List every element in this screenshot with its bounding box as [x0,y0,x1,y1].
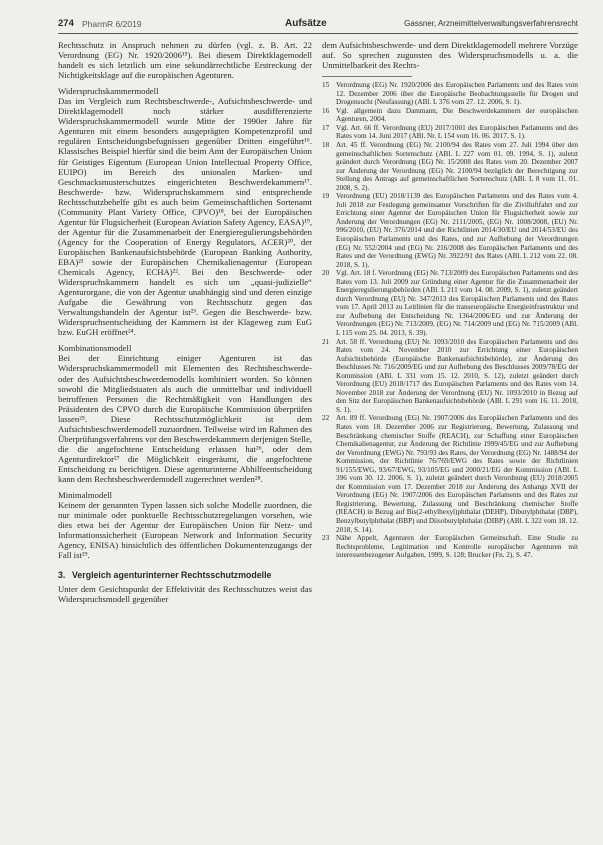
footnote-text: Vgl. Art. 66 ff. Verordnung (EU) 2017/1001 des Europäischen Parlaments und des Rates vom 14. Juni 2017 (ABl. Nr. L 154 vom 16. 06. 2017, S. 1). [336,123,578,141]
subheading: Widerspruchskammermodell [58,86,159,97]
footnote [322,192,578,269]
footnote-number: 15 [322,81,330,90]
footnote-number: 19 [322,192,330,201]
footnote [322,338,578,415]
paragraph: Unter dem Gesichtspunkt der Effektivität des Rechtsschutzes weist das Widerspruchsmodell gegenüber [58,584,312,605]
footnote [322,414,578,534]
paragraph: dem Aufsichtsbeschwerde- und dem Direktklagemodell mehrere Vorzüge auf. So sprechen zugunsten des Widerspruchsmodells u. a. die Unmittelbarkeit des Rechts- [322,40,578,71]
footnote [322,269,578,337]
footnote-number: 18 [322,140,330,149]
footnote [322,81,578,107]
page-number: 274 [58,18,74,29]
right-column [322,40,578,560]
footnote [322,124,578,141]
section-label: Aufsätze [285,18,327,29]
footnote-number: 16 [322,106,330,115]
paragraph: Das im Vergleich zum Rechtsbeschwerde-, Aufsichtsbeschwerde- und Direktklagemodell noch stärker ausdifferenzierte Widerspruchskammermodell wurde Mitte der 1990er Jahre für Agenturen mit einem besonders ausgeprägten Kompetenzprofil und regulären Entscheidungsbefugnissen gegenüber Dritten eingeführt¹⁶. Klassisches Beispiel hierfür sind die beim Amt der Europäischen Union für Geistiges Eigentum (European Union Intellectual Property Office, EUIPO) im Bereich des unionalen Marken- und Geschmacksmusterschutzes eingerichteten Beschwerdekammern¹⁷. Beschwerde- bzw. Widerspruchskammern sind entsprechende Rechtsschutzbehelfe gibt es auch beim Gemeinschaftlichen Sortenamt (Community Plant Variety Office, CPVO)¹⁸, bei der Europäischen Agentur für Flugsicherheit (European Aviation Safety Agency, EASA)¹⁹, der Agentur für die Zusammenarbeit der Energieregulierungsbehörden (Agency for the Cooperation of Energy Regulators, ACER)²⁰, der Europäischen Bankenaufsichtsbehörde (European Banking Authority, EBA)²¹ sowie der Europäischen Chemikalienagentur (European Chemicals Agency, ECHA)²². Bei den Beschwerde- oder Widerspruchskammern handelt es sich um „quasi-judizielle“ Agenturorgane, die von der Agentur unabhängig sind und deren einzige Aufgabe die Gewährung von Rechtsschutz gegen das Verwaltungshandeln der Agentur ist²³. Gegen die Beschwerde- bzw. Widerspruchsentscheidung der Kammern ist der Klageweg zum EuG bzw. EuGH eröffnet²⁴. [58,96,312,338]
footnotes [322,81,578,560]
subheading: Kombinationsmodell [58,343,132,354]
footnote [322,107,578,124]
footnote-text: Art. 89 ff. Verordnung (EG) Nr. 1907/2006 des Europäischen Parlaments und des Rates vom 18. Dezember 2006 zur Registrierung, Bewertung, Zulassung und Beschränkung chemischer Stoffe (REACH), zur Schaffung einer Europäischen Chemikalienagentur, zur Änderung der Richtlinie 1999/45/EG und zur Aufhebung der Verordnung (EWG) Nr. 793/93 des Rates, der Verordnung (EG) Nr. 1488/94 der Kommission, der Richtlinie 76/769/EWG des Rates sowie der Richtlinien 91/155/EWG, 93/67/EWG, 93/105/EG und 2000/21/EG der Kommission (ABl. L 396 vom 30. 12. 2006, S. 1), zuletzt geändert durch Verordnung (EU) 2018/2005 der Kommission vom 17. Dezember 2018 zur Änderung des Anhangs XVII der Verordnung (EG) Nr. 1907/2006 des Europäischen Parlaments und des Rates zur Registrierung, Bewertung, Zulassung und Beschränkung chemischer Stoffe (REACH) in Bezug auf Bis(2-ethylhexyl)phthalat (DEHP), Dibutylphthalat (DBP), Benzylbutylphthalat (BBP) und Diisobutylphthalat (DIBP) (ABl. L 322 vom 18. 12. 2018, S. 14). [336,414,578,534]
section-heading [58,570,312,580]
footnote-text: Nähe Appelt, Agenturen der Europäischen Gemeinschaft. Eine Studie zu Rechtsprobleme, Legitimation und Kontrolle europäischer Agenturen mit interessenbezogener Aufgaben, 1999, S. 128; Brucker (Fn. 2), S. 47. [336,534,578,560]
footnote-text: Vgl. allgemein dazu Dammann, Die Beschwerdekammern der europäischen Agenturen, 2004. [336,106,578,124]
footnote-text: Verordnung (EG) Nr. 1920/2006 des Europäischen Parlaments und des Rates vom 12. Dezember 2006 über die Europäische Beobachtungsstelle für Drogen und Drogensucht (Neufassung) (ABl. L 376 vom 27. 12. 2006, S. 1). [336,81,578,107]
paragraph: Rechtsschutz in Anspruch nehmen zu dürfen (vgl. z. B. Art. 22 Verordnung (EG) Nr. 1920/2006¹⁵). Bei diesem Direktklagemodell handelt es sich letztlich um eine sekundärrechtliche Erstreckung der Nichtigkeitsklage auf die europäischen Agenturen. [58,40,312,81]
paragraph: Keinem der genannten Typen lassen sich solche Modelle zuordnen, die nur minimale oder punktuelle Rechtsschutzregelungen vorsehen, wie dies etwa bei der Agentur der Europäischen Union für Netz- und Informationssicherheit (European Network and Information Security Agency, ENISA) hinsichtlich des öffentlichen Dokumentenzugangs der Fall ist²⁹. [58,500,312,561]
running-title: Gassner, Arzneimittelverwaltungsverfahrensrecht [404,19,578,28]
footnote-text: Art. 58 ff. Verordnung (EU) Nr. 1093/2010 des Europäischen Parlaments und des Rates vom 24. November 2010 zur Errichtung einer Europäischen Aufsichtsbehörde (Europäische Bankenaufsichtsbehörde), zur Änderung des Beschlusses Nr. 716/2009/EG und zur Aufhebung des Beschlusses 2009/78/EG der Kommission (ABl. L 331 vom 15. 12. 2010, S. 12), zuletzt geändert durch Verordnung (EU) 2018/1717 des Europäischen Parlaments und des Rates vom 14. November 2018 zur Änderung der Verordnung (EU) Nr. 1093/2010 in Bezug auf den Sitz der Europäischen Bankenaufsichtsbehörde (ABl. L 291 vom 16. 11. 2018, S. 1). [336,337,578,414]
journal-reference: PharmR 6/2019 [82,19,142,29]
footnote-text: Art. 45 ff. Verordnung (EG) Nr. 2100/94 des Rates vom 27. Juli 1994 über den gemeinschaftlichen Sortenschutz (ABl. L 227 vom 01. 09. 1994, S. 1), zuletzt geändert durch Verordnung (EG) Nr. 15/2008 des Rates vom 20. Dezember 2007 zur Änderung der Verordnung (EG) Nr. 2100/94 bezüglich der Berechtigung zur Stellung des Antrags auf gemeinschaftlichen Sortenschutz (ABl. L 8 vom 11. 01. 2008, S. 2). [336,140,578,192]
section-number: 3. [58,570,66,581]
footnote-number: 22 [322,414,330,423]
footnote [322,141,578,192]
footnote [322,534,578,560]
paragraph: Bei der Einrichtung einiger Agenturen ist das Widerspruchskammermodell mit Elementen des Rechtsbeschwerde- oder des Aufsichtsbeschwerdemodells kombiniert worden. So können sowohl die Mitgliedstaaten als auch die unmittelbar und individuell betroffenen Personen die Rechtmäßigkeit von Handlungen des Präsidenten des CPVO durch die Europäische Kommission überprüfen lassen²⁵. Diese Rechtsschutzmöglichkeit ist dem Aufsichtsbeschwerdemodell zuzuordnen. Teilweise wird im Rahmen des Überprüfungsverfahrens vor den Beschwerdekammern derjenigen Stelle, die die angefochtene Entscheidung erlassen hat²⁶, oder dem Agenturdirektor²⁷ die Möglichkeit eingeräumt, die angefochtene Entscheidung zu berichtigen. Diese agenturinterne Abhilfeentscheidung kann dem Rechtsbeschwerdemodell zugerechnet werden²⁸. [58,353,312,484]
footnote-number: 23 [322,534,330,543]
footnote-number: 20 [322,269,330,278]
footnote-rule [322,76,412,77]
footnote-text: Verordnung (EU) 2018/1139 des Europäischen Parlaments und des Rates vom 4. Juli 2018 zur Festlegung gemeinsamer Vorschriften für die Zivilluftfahrt und zur Errichtung einer Agentur der Europäischen Union für Flugsicherheit sowie zur Änderung der Verordnungen (EG) Nr. 2111/2005, (EG) Nr. 1008/2008, (EU) Nr. 996/2010, (EU) Nr. 376/2014 und der Richtlinien 2014/30/EU und 2014/53/EU des Europäischen Parlaments und des Rates, und zur Aufhebung der Verordnungen (EG) Nr. 552/2004 und (EG) Nr. 216/2008 des Europäischen Parlaments und des Rates und der Verordnung (EWG) Nr. 3922/91 des Rates (ABl. L 212 vom 22. 08. 2018, S. 1). [336,192,578,269]
footnote-number: 21 [322,337,330,346]
section-title: Vergleich agenturinterner Rechtsschutzmodelle [72,570,272,581]
subheading: Minimalmodell [58,490,113,501]
footnote-text: Vgl. Art. 18 f. Verordnung (EG) Nr. 713/2009 des Europäischen Parlaments und des Rates vom 13. Juli 2009 zur Gründung einer Agentur für die Zusammenarbeit der Energieregulierungsbehörden (ABl. L 211 vom 14. 08. 2009, S. 1), zuletzt geändert durch Verordnung (EU) Nr. 347/2013 des Europäischen Parlaments und des Rates vom 17. April 2013 zu Leitlinien für die transeuropäische Energieinfrastruktur und zur Aufhebung der Entscheidung Nr. 1364/2006/EG und zur Änderung der Verordnungen (EG) Nr. 713/2009, (EG) Nr. 714/2009 und (EG) Nr. 715/2009 (ABl. L 115 vom 25. 04. 2013, S. 39). [336,269,578,337]
page-header [58,18,578,34]
left-column [58,40,312,604]
header-rule [58,33,578,34]
footnote-number: 17 [322,123,330,132]
